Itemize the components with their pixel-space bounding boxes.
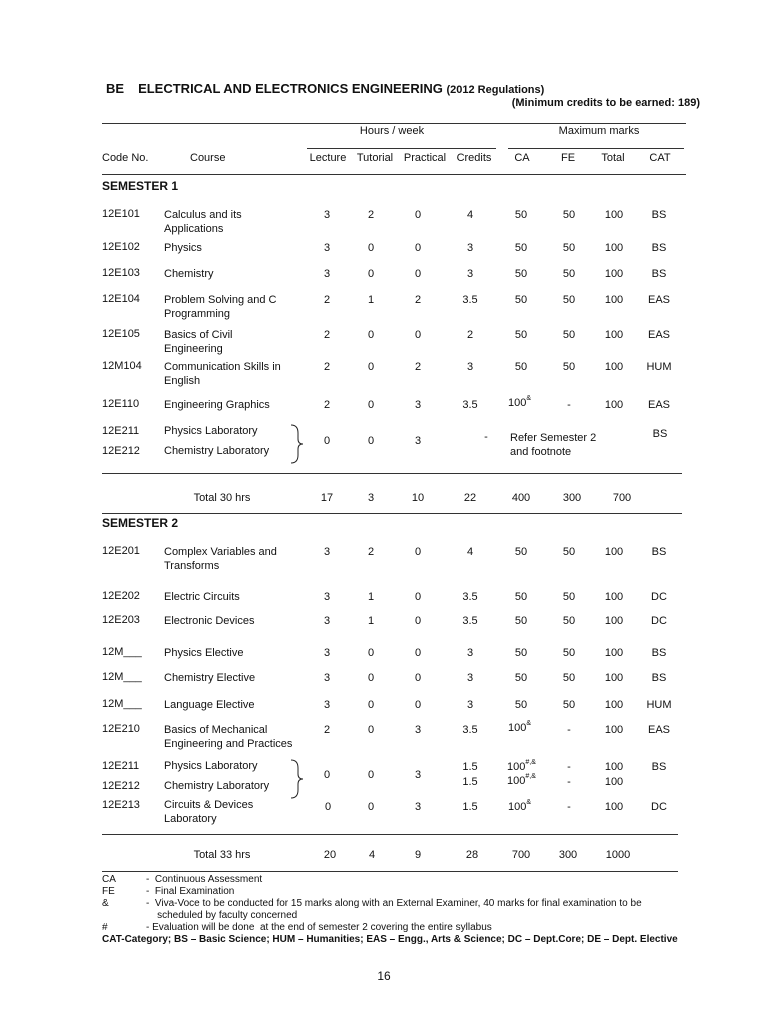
- lab-total: 100: [604, 761, 624, 773]
- fe-marks: 50: [562, 361, 576, 373]
- total-marks: 100: [604, 672, 624, 684]
- credits: 3.5: [462, 294, 478, 306]
- credits: 1.5: [462, 801, 478, 813]
- lab-code: 12E212: [102, 780, 140, 792]
- lab-fe: -: [567, 761, 571, 773]
- ca-marks: 50: [514, 591, 528, 603]
- semester-2-heading: SEMESTER 2: [102, 516, 179, 530]
- total-marks: 100: [604, 801, 624, 813]
- total-marks: 100: [604, 647, 624, 659]
- lab-tutorial: 0: [367, 769, 375, 781]
- course-code: 12E102: [102, 241, 140, 253]
- practical-hours: 0: [414, 672, 422, 684]
- credits: 3: [466, 242, 474, 254]
- lab-course: Physics Laboratory: [164, 425, 258, 437]
- category-legend: CAT-Category; BS – Basic Science; HUM – Humanities; EAS – Engg., Arts & Science; DC – Dept.Core; DE – Dept. Elective: [102, 934, 678, 945]
- practical-hours: 0: [414, 615, 422, 627]
- practical-hours: 3: [414, 399, 422, 411]
- footnote-text: scheduled by faculty concerned: [146, 910, 298, 921]
- credits: 4: [466, 209, 474, 221]
- fe-marks: 50: [562, 294, 576, 306]
- course-title: Circuits & Devices Laboratory: [164, 799, 254, 825]
- total-marks: 100: [604, 615, 624, 627]
- fe-marks: 50: [562, 329, 576, 341]
- total-marks: 100: [604, 399, 624, 411]
- course-code: 12E203: [102, 614, 140, 626]
- category: EAS: [647, 329, 671, 341]
- footnote-key: CA: [102, 874, 116, 885]
- course-title: Electronic Devices: [164, 615, 255, 627]
- lecture-hours: 3: [323, 647, 331, 659]
- fe-marks: 50: [562, 672, 576, 684]
- col-course: Course: [190, 152, 226, 164]
- fe-marks: 50: [562, 647, 576, 659]
- fe-marks: 50: [562, 699, 576, 711]
- credits: 2: [466, 329, 474, 341]
- semester-2-rule: [102, 834, 678, 835]
- footnote-key: FE: [102, 886, 115, 897]
- header-bottom-rule: [102, 174, 686, 175]
- ca-marks: 100&: [508, 395, 532, 409]
- course-code: 12M___: [102, 671, 142, 683]
- category: EAS: [647, 724, 671, 736]
- practical-hours: 0: [414, 242, 422, 254]
- marks-group-rule: [508, 148, 684, 149]
- practical-hours: 3: [414, 801, 422, 813]
- course-title: Basics of Civil Engineering: [164, 329, 233, 355]
- total-marks: 700: [612, 492, 632, 504]
- lecture-hours: 3: [323, 242, 331, 254]
- fe-marks: 50: [562, 591, 576, 603]
- credits: 3: [466, 699, 474, 711]
- ca-marks: 50: [514, 329, 528, 341]
- lab-practical: 3: [414, 769, 422, 781]
- total-lecture: 20: [323, 849, 337, 861]
- course-code: 12E213: [102, 799, 140, 811]
- ca-marks: 50: [514, 647, 528, 659]
- credits: 3: [466, 647, 474, 659]
- credits: 3.5: [462, 724, 478, 736]
- lab-note: and footnote: [510, 446, 572, 458]
- lecture-hours: 3: [323, 672, 331, 684]
- lecture-hours: 2: [323, 399, 331, 411]
- lecture-hours: 3: [323, 615, 331, 627]
- category: HUM: [646, 361, 672, 373]
- ca-marks: 50: [514, 268, 528, 280]
- total-marks: 100: [604, 546, 624, 558]
- total-lecture: 17: [320, 492, 334, 504]
- total-practical: 9: [414, 849, 422, 861]
- semester-1-total-rule: [102, 513, 682, 514]
- hours-group-rule: [307, 148, 496, 149]
- course-code: 12E105: [102, 328, 140, 340]
- tutorial-hours: 2: [367, 546, 375, 558]
- course-title: Problem Solving and C Programming: [164, 294, 277, 320]
- col-code: Code No.: [102, 152, 149, 164]
- course-title: Chemistry: [164, 268, 214, 280]
- total-credits: 22: [463, 492, 477, 504]
- footnote-text: - Continuous Assessment: [146, 874, 263, 885]
- lecture-hours: 3: [323, 546, 331, 558]
- category: BS: [651, 647, 667, 659]
- semester-2-total-rule: [102, 871, 678, 872]
- course-title: Physics: [164, 242, 202, 254]
- footnote-key: #: [102, 922, 108, 933]
- category: BS: [651, 268, 667, 280]
- ca-marks: 50: [514, 361, 528, 373]
- total-marks: 100: [604, 268, 624, 280]
- category: DC: [651, 591, 667, 603]
- lab-course: Physics Laboratory: [164, 760, 258, 772]
- practical-hours: 0: [414, 546, 422, 558]
- category: EAS: [647, 399, 671, 411]
- semester-1-rule: [102, 473, 682, 474]
- total-tutorial: 4: [368, 849, 376, 861]
- total-fe: 300: [562, 492, 582, 504]
- lab-cat: BS: [651, 761, 667, 773]
- course-title: Chemistry Elective: [164, 672, 256, 684]
- practical-hours: 0: [414, 699, 422, 711]
- total-ca: 400: [511, 492, 531, 504]
- total-marks: 100: [604, 361, 624, 373]
- col-cat: CAT: [649, 152, 671, 164]
- course-code: 12E110: [102, 398, 140, 410]
- tutorial-hours: 0: [367, 242, 375, 254]
- lecture-hours: 2: [323, 294, 331, 306]
- lecture-hours: 2: [323, 361, 331, 373]
- ca-marks: 50: [514, 615, 528, 627]
- course-title: Communication Skills in English: [164, 361, 281, 387]
- footnote-text: - Viva-Voce to be conducted for 15 marks along with an External Examiner, 40 marks for final examination to be: [146, 898, 642, 909]
- footnote-text: - Evaluation will be done at the end of semester 2 covering the entire syllabus: [146, 922, 492, 933]
- lab-cat: BS: [652, 428, 668, 440]
- fe-marks: -: [567, 724, 571, 736]
- ca-marks: 50: [514, 672, 528, 684]
- credits: 4: [466, 546, 474, 558]
- practical-hours: 0: [414, 329, 422, 341]
- practical-hours: 2: [414, 294, 422, 306]
- tutorial-hours: 0: [367, 361, 375, 373]
- ca-marks: 50: [514, 209, 528, 221]
- fe-marks: 50: [562, 268, 576, 280]
- category: HUM: [646, 699, 672, 711]
- course-title: Electric Circuits: [164, 591, 240, 603]
- tutorial-hours: 0: [367, 672, 375, 684]
- total-fe: 300: [558, 849, 578, 861]
- category: DC: [651, 801, 667, 813]
- lab-credits: -: [484, 431, 488, 443]
- col-credits: Credits: [456, 152, 492, 164]
- page-title: BE ELECTRICAL AND ELECTRONICS ENGINEERING (2012 Regulations): [106, 81, 545, 96]
- tutorial-hours: 0: [367, 329, 375, 341]
- practical-hours: 0: [414, 647, 422, 659]
- course-code: 12E104: [102, 293, 140, 305]
- right-brace: [288, 758, 306, 800]
- lab-lecture: 0: [323, 435, 331, 447]
- category: BS: [651, 209, 667, 221]
- fe-marks: 50: [562, 209, 576, 221]
- lab-note: Refer Semester 2: [510, 432, 597, 444]
- min-credits-note: (Minimum credits to be earned: 189): [511, 97, 700, 109]
- lecture-hours: 3: [323, 209, 331, 221]
- footnote-key: &: [102, 898, 109, 909]
- ca-marks: 100&: [508, 720, 532, 734]
- practical-hours: 0: [414, 268, 422, 280]
- fe-marks: 50: [562, 546, 576, 558]
- lab-code: 12E212: [102, 445, 140, 457]
- course-code: 12M___: [102, 646, 142, 658]
- lab-ca: 100#,&: [507, 759, 536, 773]
- lab-course: Chemistry Laboratory: [164, 780, 270, 792]
- category: BS: [651, 242, 667, 254]
- tutorial-hours: 1: [367, 615, 375, 627]
- fe-marks: 50: [562, 615, 576, 627]
- course-code: 12M___: [102, 698, 142, 710]
- course-code: 12E103: [102, 267, 140, 279]
- category: DC: [651, 615, 667, 627]
- lecture-hours: 3: [323, 268, 331, 280]
- course-title: Calculus and its Applications: [164, 209, 242, 235]
- ca-marks: 50: [514, 546, 528, 558]
- lab-tutorial: 0: [367, 435, 375, 447]
- total-marks: 1000: [605, 849, 631, 861]
- credits: 3.5: [462, 399, 478, 411]
- col-tutorial: Tutorial: [356, 152, 394, 164]
- practical-hours: 3: [414, 724, 422, 736]
- ca-marks: 50: [514, 242, 528, 254]
- page-number: 16: [377, 969, 391, 983]
- ca-marks: 100&: [508, 799, 532, 813]
- lab-total: 100: [604, 776, 624, 788]
- tutorial-hours: 1: [367, 591, 375, 603]
- total-marks: 100: [604, 209, 624, 221]
- lab-ca: 100#,&: [507, 773, 536, 787]
- course-title: Engineering Graphics: [164, 399, 270, 411]
- total-practical: 10: [411, 492, 425, 504]
- lab-practical: 3: [414, 435, 422, 447]
- tutorial-hours: 0: [367, 647, 375, 659]
- col-practical: Practical: [403, 152, 447, 164]
- course-code: 12M104: [102, 360, 142, 372]
- lab-fe: -: [567, 776, 571, 788]
- category: BS: [651, 546, 667, 558]
- fe-marks: -: [567, 399, 571, 411]
- total-marks: 100: [604, 242, 624, 254]
- total-tutorial: 3: [367, 492, 375, 504]
- lab-course: Chemistry Laboratory: [164, 445, 270, 457]
- col-fe: FE: [560, 152, 576, 164]
- total-marks: 100: [604, 294, 624, 306]
- lecture-hours: 2: [323, 724, 331, 736]
- col-total: Total: [601, 152, 625, 164]
- lecture-hours: 3: [323, 591, 331, 603]
- category: BS: [651, 672, 667, 684]
- marks-group-heading: Maximum marks: [558, 125, 640, 137]
- lecture-hours: 2: [323, 329, 331, 341]
- lab-code: 12E211: [102, 425, 140, 437]
- hours-group-heading: Hours / week: [359, 125, 425, 137]
- right-brace: [288, 423, 306, 465]
- course-title: Complex Variables and Transforms: [164, 546, 277, 572]
- credits: 3: [466, 268, 474, 280]
- tutorial-hours: 2: [367, 209, 375, 221]
- total-ca: 700: [511, 849, 531, 861]
- fe-marks: -: [567, 801, 571, 813]
- course-title: Language Elective: [164, 699, 255, 711]
- footnote-text: - Final Examination: [146, 886, 235, 897]
- total-label: Total 30 hrs: [193, 492, 251, 504]
- course-title: Basics of Mechanical Engineering and Practices: [164, 724, 293, 750]
- col-lecture: Lecture: [309, 152, 347, 164]
- semester-1-heading: SEMESTER 1: [102, 179, 179, 193]
- category: EAS: [647, 294, 671, 306]
- total-credits: 28: [465, 849, 479, 861]
- tutorial-hours: 0: [367, 699, 375, 711]
- total-marks: 100: [604, 724, 624, 736]
- lab-credits: 1.5: [462, 761, 478, 773]
- total-label: Total 33 hrs: [193, 849, 251, 861]
- practical-hours: 0: [414, 591, 422, 603]
- ca-marks: 50: [514, 294, 528, 306]
- course-code: 12E210: [102, 723, 140, 735]
- total-marks: 100: [604, 591, 624, 603]
- tutorial-hours: 1: [367, 294, 375, 306]
- credits: 3.5: [462, 591, 478, 603]
- lab-code: 12E211: [102, 760, 140, 772]
- practical-hours: 0: [414, 209, 422, 221]
- tutorial-hours: 0: [367, 801, 375, 813]
- col-ca: CA: [514, 152, 530, 164]
- ca-marks: 50: [514, 699, 528, 711]
- lecture-hours: 0: [324, 801, 332, 813]
- top-rule: [102, 123, 686, 124]
- course-code: 12E202: [102, 590, 140, 602]
- total-marks: 100: [604, 699, 624, 711]
- tutorial-hours: 0: [367, 399, 375, 411]
- course-code: 12E201: [102, 545, 140, 557]
- course-title: Physics Elective: [164, 647, 244, 659]
- practical-hours: 2: [414, 361, 422, 373]
- total-marks: 100: [604, 329, 624, 341]
- fe-marks: 50: [562, 242, 576, 254]
- lab-lecture: 0: [323, 769, 331, 781]
- credits: 3.5: [462, 615, 478, 627]
- tutorial-hours: 0: [367, 724, 375, 736]
- credits: 3: [466, 361, 474, 373]
- lecture-hours: 3: [323, 699, 331, 711]
- course-code: 12E101: [102, 208, 140, 220]
- tutorial-hours: 0: [367, 268, 375, 280]
- lab-credits: 1.5: [462, 776, 478, 788]
- credits: 3: [466, 672, 474, 684]
